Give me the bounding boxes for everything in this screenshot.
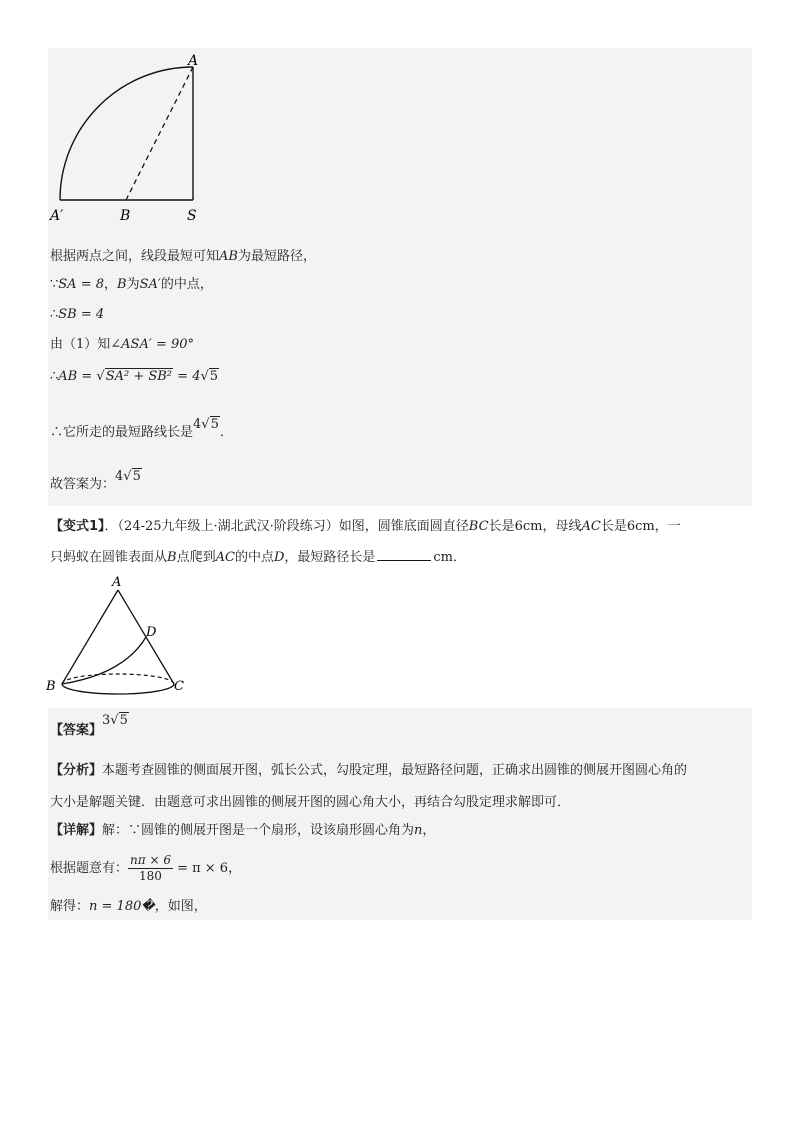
math-expr: SA = 8 [58, 277, 105, 292]
segment-ac: AC [215, 550, 235, 565]
text: ，如图， [154, 899, 207, 914]
solution-line-5 [50, 368, 219, 386]
problem-line-2 [50, 548, 466, 567]
answer-line [50, 713, 129, 740]
label-b: B [46, 679, 56, 694]
math-result: n = 180� [89, 899, 155, 914]
sqrt: √5 [123, 469, 141, 484]
text: 根据两点之间，线段最短可知 [50, 249, 220, 264]
text: 为 [126, 277, 140, 292]
label-b: B [120, 208, 131, 224]
radicand: 5 [119, 713, 128, 728]
text: 解：∵圆锥的侧展开图是一个扇形，设该扇形圆心角为 [102, 823, 415, 838]
point-b: B [117, 277, 127, 292]
coef: 4 [115, 469, 124, 484]
sqrt: √5 [200, 369, 219, 384]
solution-line-6 [50, 417, 233, 442]
math-lhs: AB = [58, 369, 97, 384]
radicand: 5 [210, 417, 219, 432]
value: 6cm [514, 519, 543, 534]
math-expr: SB = 4 [58, 307, 105, 322]
therefore-symbol: ∴ [50, 307, 59, 322]
coef: 3 [102, 713, 111, 728]
solution-line-1 [50, 248, 316, 266]
solution-line-7 [50, 469, 142, 494]
base-back-arc [62, 674, 174, 684]
quarter-circle-figure [40, 52, 210, 232]
text: ．（24-25九年级上·湖北武汉·阶段练习）如图，圆锥底面圆直径 [104, 519, 469, 534]
radicand: 5 [209, 369, 219, 384]
answer-blank [377, 548, 431, 561]
text: ，一 [654, 519, 681, 534]
solution-line-4 [50, 336, 194, 354]
sqrt: √5 [110, 713, 128, 728]
label-c: C [174, 679, 184, 694]
cone-figure [44, 574, 204, 704]
segment-ab: AB [219, 249, 238, 264]
text: 故答案为： [50, 477, 116, 492]
text: 长是 [488, 519, 515, 534]
label-d: D [146, 625, 157, 640]
text: 点爬到 [176, 550, 216, 565]
text: 由（1）知 [50, 337, 111, 352]
solution-panel-bottom [48, 708, 752, 920]
text: 长是 [600, 519, 627, 534]
text: ， [104, 277, 118, 292]
detail-line-1 [50, 822, 435, 840]
arc-aa-prime [60, 67, 193, 200]
base-front-arc [62, 684, 174, 694]
analysis-tag: 【分析】 [50, 763, 103, 778]
therefore-symbol: ∴ [50, 369, 59, 384]
text: ． [453, 550, 467, 565]
text: 大小是解题关键．由题意可求出圆锥的侧展开图的圆心角大小，再结合勾股定理求解即可． [50, 795, 571, 810]
fraction-numerator: nπ × 6 [130, 853, 171, 867]
sqrt-inner: SA² + SB² [105, 369, 173, 384]
coef: 4 [193, 417, 202, 432]
shortest-path-bd [62, 637, 146, 684]
answer-tag: 【答案】 [50, 723, 103, 738]
math-rhs: = 4 [173, 369, 201, 384]
solution-line-2 [50, 276, 213, 294]
text: 根据题意有： [50, 861, 129, 876]
label-a: A [112, 575, 122, 590]
value: 6cm [626, 519, 655, 534]
detail-line-3 [50, 898, 207, 916]
unit: cm [433, 550, 454, 565]
label-a-prime: A′ [50, 208, 64, 224]
math-rhs: = π × 6， [172, 861, 242, 876]
radicand: 5 [132, 469, 141, 484]
point-d: D [273, 550, 285, 565]
label-s: S [187, 208, 197, 224]
because-symbol: ∵ [50, 277, 59, 292]
analysis-line-2 [50, 794, 570, 812]
text: 只蚂蚁在圆锥表面从 [50, 550, 168, 565]
text: 的中点， [160, 277, 213, 292]
text: ∴它所走的最短路线长是 [50, 425, 194, 440]
problem-tag: 【变式1】 [50, 519, 105, 534]
text: ． [219, 425, 233, 440]
text: 的中点 [234, 550, 274, 565]
problem-line-1 [50, 518, 681, 536]
dashed-segment-ab [126, 67, 193, 200]
label-a: A [188, 53, 199, 69]
text: 本题考查圆锥的侧面展开图，弧长公式，勾股定理，最短路径问题，正确求出圆锥的侧展开图圆心角的 [102, 763, 688, 778]
segment-bc: BC [468, 519, 489, 534]
analysis-line-1 [50, 762, 687, 780]
fraction-denominator: 180 [139, 869, 162, 883]
fraction [128, 853, 173, 884]
text: ，最短路径长是 [284, 550, 376, 565]
sqrt: √SA² + SB² [96, 369, 173, 384]
detail-tag: 【详解】 [50, 823, 103, 838]
text: ，母线 [542, 519, 582, 534]
segment-ac: AC [581, 519, 601, 534]
point-b: B [167, 550, 177, 565]
text: ， [422, 823, 436, 838]
variable-n: n [414, 823, 423, 838]
text: 解得： [50, 899, 90, 914]
math-expr: ∠ASA′ = 90° [110, 337, 195, 352]
segment-sa-prime: SA′ [139, 277, 161, 292]
sqrt: √5 [201, 417, 219, 432]
detail-line-2 [50, 852, 241, 886]
text: 为最短路径， [237, 249, 316, 264]
solution-line-3 [50, 306, 104, 324]
